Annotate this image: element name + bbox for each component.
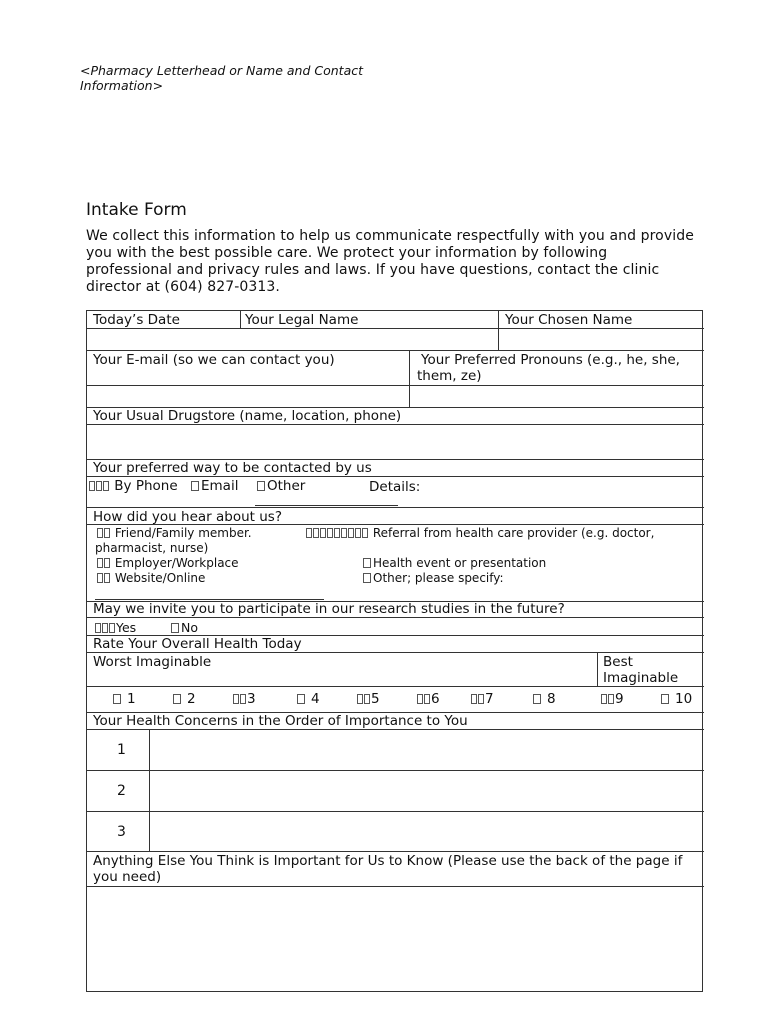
research-yes-option[interactable] bbox=[95, 620, 136, 635]
rating-value: 6 bbox=[431, 691, 440, 707]
contact-by-phone-option[interactable] bbox=[89, 479, 178, 494]
health-provider-referral-option[interactable] bbox=[306, 526, 654, 541]
chosen-name-input[interactable] bbox=[501, 329, 701, 349]
checkbox-icon[interactable] bbox=[233, 694, 239, 704]
checkbox-icon[interactable] bbox=[306, 528, 312, 538]
website-online-option[interactable] bbox=[97, 571, 205, 586]
checkbox-icon[interactable] bbox=[357, 694, 363, 704]
checkbox-icon[interactable] bbox=[171, 623, 179, 633]
other-option-label: Other bbox=[267, 478, 306, 494]
rating-value: 9 bbox=[615, 691, 624, 707]
pronouns-label: Your Preferred Pronouns (e.g., he, she, them, ze) bbox=[417, 352, 680, 384]
checkbox-icon bbox=[348, 528, 354, 538]
other-source-label: Other; please specify: bbox=[373, 571, 504, 585]
checkbox-icon bbox=[362, 528, 368, 538]
employer-label: Employer/Workplace bbox=[114, 556, 239, 570]
health-rating-heading: Rate Your Overall Health Today bbox=[93, 636, 302, 652]
health-concerns-heading: Your Health Concerns in the Order of Importance to You bbox=[93, 713, 468, 729]
concern-number: 1 bbox=[117, 742, 126, 758]
checkbox-icon[interactable] bbox=[601, 694, 607, 704]
checkbox-icon bbox=[334, 528, 340, 538]
best-imaginable-label: Best Imaginable bbox=[603, 654, 679, 686]
research-question: May we invite you to participate in our research studies in the future? bbox=[93, 601, 565, 617]
concern-number: 3 bbox=[117, 824, 126, 840]
rating-option[interactable] bbox=[297, 691, 320, 707]
rating-option[interactable] bbox=[601, 691, 624, 707]
checkbox-icon[interactable] bbox=[417, 694, 423, 704]
checkbox-icon bbox=[240, 694, 246, 704]
intro-paragraph: We collect this information to help us communicate respectfully with you and provide you with the best possible care. We protect your information by following professional and privacy rules and laws. If you have questions, contact the clinic director at (604) 827-0313. bbox=[86, 228, 694, 295]
drugstore-input[interactable] bbox=[89, 425, 701, 458]
checkbox-icon bbox=[103, 481, 109, 491]
concern-input[interactable] bbox=[151, 730, 701, 769]
rating-value: 5 bbox=[371, 691, 380, 707]
checkbox-icon bbox=[355, 528, 361, 538]
checkbox-icon[interactable] bbox=[97, 573, 103, 583]
email-label: Your E-mail (so we can contact you) bbox=[93, 352, 335, 368]
checkbox-icon[interactable] bbox=[533, 694, 541, 704]
checkbox-icon bbox=[109, 623, 115, 633]
rating-option[interactable] bbox=[471, 691, 494, 707]
rating-option[interactable] bbox=[661, 691, 692, 707]
email-option-label: Email bbox=[201, 478, 239, 494]
anything-else-label: Anything Else You Think is Important for Us to Know (Please use the back of the page if you need) bbox=[93, 853, 683, 885]
worst-imaginable-label: Worst Imaginable bbox=[93, 654, 212, 670]
checkbox-icon[interactable] bbox=[97, 558, 103, 568]
website-label: Website/Online bbox=[114, 571, 206, 585]
rating-option[interactable] bbox=[233, 691, 256, 707]
checkbox-icon[interactable] bbox=[191, 481, 199, 491]
rating-value: 3 bbox=[247, 691, 256, 707]
form-title: Intake Form bbox=[86, 200, 187, 220]
checkbox-icon bbox=[313, 528, 319, 538]
checkbox-icon bbox=[104, 558, 110, 568]
checkbox-icon[interactable] bbox=[363, 573, 371, 583]
checkbox-icon[interactable] bbox=[363, 558, 371, 568]
health-event-option[interactable] bbox=[363, 556, 546, 571]
contact-email-option[interactable] bbox=[191, 479, 238, 494]
contact-other-option[interactable] bbox=[257, 479, 305, 494]
name-input[interactable] bbox=[89, 329, 495, 349]
checkbox-icon[interactable] bbox=[89, 481, 95, 491]
pharmacy-letterhead-placeholder: <Pharmacy Letterhead or Name and Contact Information> bbox=[80, 63, 364, 93]
todays-date-label: Today’s Date bbox=[93, 312, 180, 328]
checkbox-icon bbox=[364, 694, 370, 704]
drugstore-label: Your Usual Drugstore (name, location, phone) bbox=[93, 408, 402, 424]
yes-label: Yes bbox=[116, 620, 137, 635]
rating-value: 7 bbox=[485, 691, 494, 707]
checkbox-icon bbox=[424, 694, 430, 704]
friend-family-label: Friend/Family member. bbox=[114, 526, 252, 540]
intake-form-table bbox=[86, 310, 703, 992]
checkbox-icon[interactable] bbox=[471, 694, 477, 704]
checkbox-icon[interactable] bbox=[661, 694, 669, 704]
no-label: No bbox=[181, 620, 198, 635]
rating-option[interactable] bbox=[357, 691, 380, 707]
checkbox-icon[interactable] bbox=[95, 623, 101, 633]
checkbox-icon[interactable] bbox=[257, 481, 265, 491]
rating-value: 8 bbox=[547, 691, 556, 707]
details-label: Details: bbox=[369, 479, 421, 495]
rating-option[interactable] bbox=[533, 691, 556, 707]
checkbox-icon[interactable] bbox=[97, 528, 103, 538]
referral-label-continued: pharmacist, nurse) bbox=[95, 541, 209, 555]
email-input[interactable] bbox=[89, 386, 407, 406]
checkbox-icon bbox=[341, 528, 347, 538]
referral-source-heading: How did you hear about us? bbox=[93, 509, 282, 525]
by-phone-label: By Phone bbox=[114, 478, 178, 494]
health-event-label: Health event or presentation bbox=[373, 556, 547, 570]
employer-workplace-option[interactable] bbox=[97, 556, 239, 571]
legal-name-label: Your Legal Name bbox=[245, 312, 359, 328]
contact-preference-heading: Your preferred way to be contacted by us bbox=[93, 460, 372, 476]
rating-option[interactable] bbox=[113, 691, 136, 707]
checkbox-icon[interactable] bbox=[113, 694, 121, 704]
details-underline[interactable] bbox=[255, 505, 398, 506]
checkbox-icon bbox=[96, 481, 102, 491]
other-source-underline[interactable] bbox=[95, 599, 324, 600]
checkbox-icon bbox=[478, 694, 484, 704]
referral-label: Referral from health care provider (e.g. doctor, bbox=[372, 526, 655, 540]
other-source-option[interactable] bbox=[363, 571, 504, 586]
rating-value: 10 bbox=[675, 691, 693, 707]
pronouns-input[interactable] bbox=[412, 386, 702, 406]
checkbox-icon[interactable] bbox=[173, 694, 181, 704]
concern-number: 2 bbox=[117, 783, 126, 799]
rating-value: 2 bbox=[187, 691, 196, 707]
anything-else-input[interactable] bbox=[89, 887, 701, 990]
rating-value: 4 bbox=[311, 691, 320, 707]
checkbox-icon bbox=[320, 528, 326, 538]
rating-value: 1 bbox=[127, 691, 136, 707]
checkbox-icon bbox=[104, 573, 110, 583]
rating-option[interactable] bbox=[173, 691, 196, 707]
checkbox-icon bbox=[327, 528, 333, 538]
checkbox-icon bbox=[102, 623, 108, 633]
concern-input[interactable] bbox=[151, 771, 701, 810]
concern-input[interactable] bbox=[151, 812, 701, 850]
checkbox-icon bbox=[104, 528, 110, 538]
checkbox-icon bbox=[608, 694, 614, 704]
friend-family-option[interactable] bbox=[97, 526, 252, 541]
checkbox-icon[interactable] bbox=[297, 694, 305, 704]
research-no-option[interactable] bbox=[171, 620, 198, 635]
rating-option[interactable] bbox=[417, 691, 440, 707]
chosen-name-label: Your Chosen Name bbox=[505, 312, 633, 328]
